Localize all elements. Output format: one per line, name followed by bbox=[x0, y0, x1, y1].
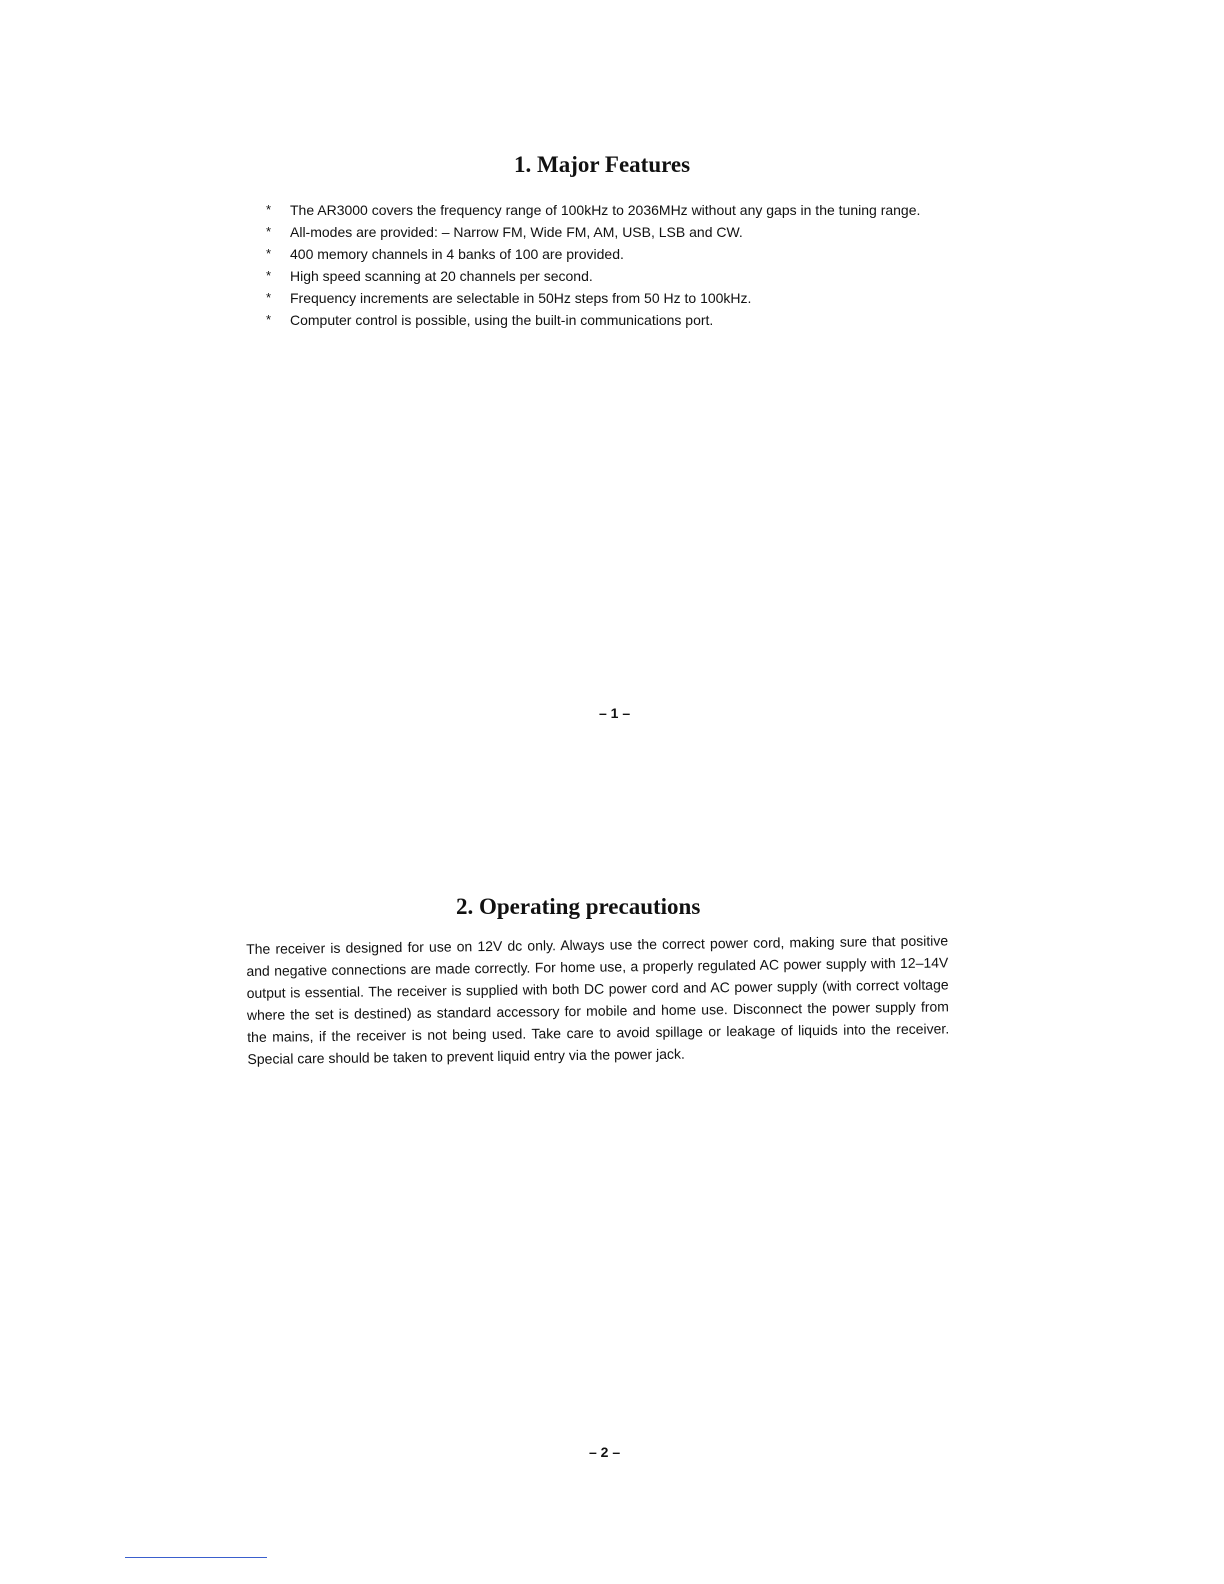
footnote-divider bbox=[125, 1557, 267, 1558]
precautions-paragraph: The receiver is designed for use on 12V dc only. Always use the correct power cord, making sure that positive and negative connections are made correctly. For home use, a properly regulated AC power supply with 12–14V output is essential. The receiver is supplied with both DC power cord and AC power supply (with correct voltage where the set is destined) as standard accessory for mobile and home use. Disconnect the power supply from the mains, if the receiver is not being used. Take care to avoid spillage or leakage of liquids into the receiver. Special care should be taken to prevent liquid entry via the power jack. bbox=[246, 932, 950, 1067]
feature-text: 400 memory channels in 4 banks of 100 are provided. bbox=[290, 246, 624, 262]
feature-item bbox=[266, 199, 986, 221]
section-title-major-features: 1. Major Features bbox=[514, 152, 691, 177]
bullet-asterisk: * bbox=[266, 202, 272, 217]
feature-text: The AR3000 covers the frequency range of 100kHz to 2036MHz without any gaps in the tuning range. bbox=[290, 202, 921, 218]
bullet-asterisk: * bbox=[266, 268, 272, 283]
feature-text: Computer control is possible, using the built-in communications port. bbox=[290, 312, 714, 328]
feature-item bbox=[266, 221, 986, 243]
bullet-asterisk: * bbox=[266, 246, 272, 261]
page-number-1: – 1 – bbox=[599, 705, 631, 721]
bullet-asterisk: * bbox=[266, 224, 272, 239]
bullet-asterisk: * bbox=[266, 290, 272, 305]
feature-item bbox=[266, 287, 986, 309]
feature-item bbox=[266, 243, 986, 265]
page-number-2: – 2 – bbox=[589, 1444, 621, 1460]
feature-text: All-modes are provided: – Narrow FM, Wide FM, AM, USB, LSB and CW. bbox=[290, 224, 743, 240]
feature-item bbox=[266, 265, 986, 287]
feature-text: High speed scanning at 20 channels per second. bbox=[290, 268, 593, 284]
feature-item bbox=[266, 309, 986, 331]
feature-text: Frequency increments are selectable in 50Hz steps from 50 Hz to 100kHz. bbox=[290, 290, 752, 306]
bullet-asterisk: * bbox=[266, 312, 272, 327]
features-list bbox=[266, 199, 986, 331]
section-title-operating-precautions: 2. Operating precautions bbox=[456, 894, 701, 919]
